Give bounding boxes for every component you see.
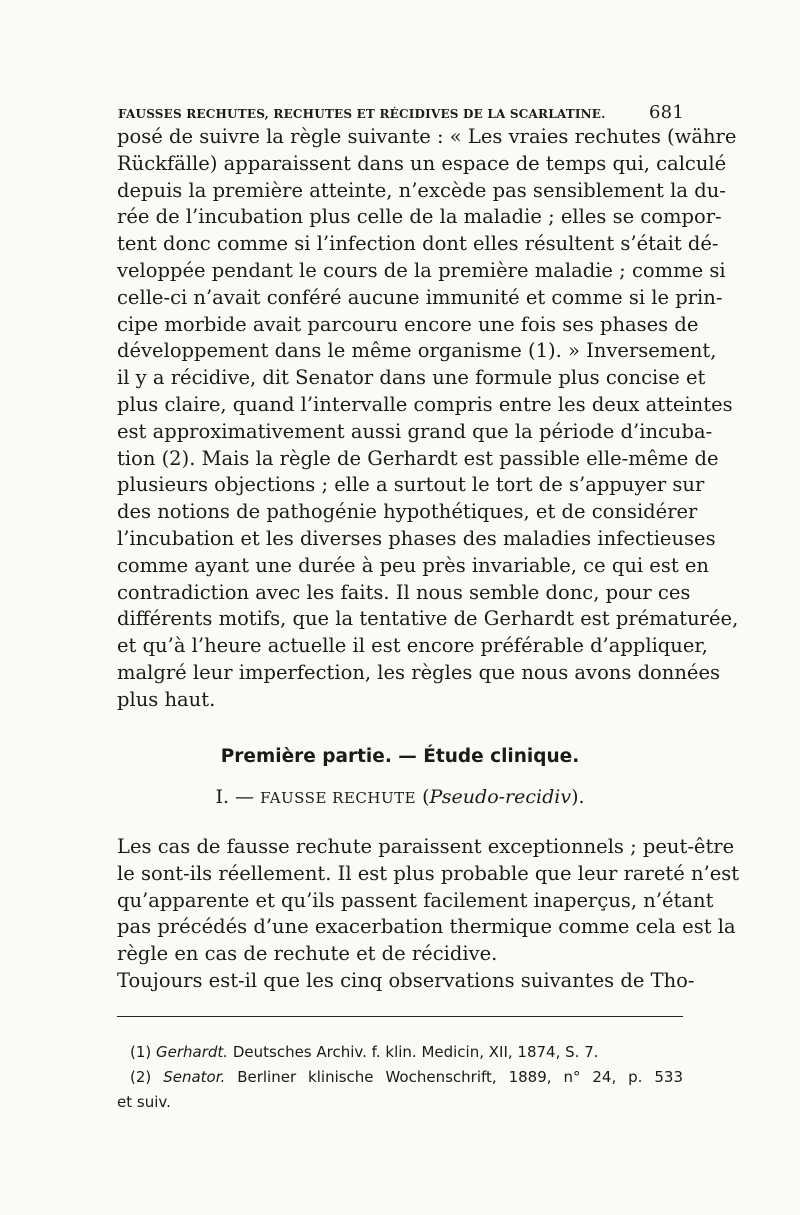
running-head — [118, 102, 684, 123]
paren-open: ( — [416, 786, 430, 808]
text-line: tion (2). Mais la règle de Gerhardt est passible elle-même de — [117, 446, 719, 470]
running-title: FAUSSES RECHUTES, RECHUTES ET RÉCIDIVES DE LA SCARLATINE. — [118, 107, 606, 121]
text-line: Toujours est-il que les cinq observations suivantes de Tho- — [117, 968, 695, 992]
footnote-number: (2) — [130, 1068, 164, 1086]
footnote-text: Berliner klinische Wochenschrift, 1889, n° 24, p. 533 — [225, 1068, 684, 1086]
text-line: celle-ci n’avait conféré aucune immunité et comme si le prin- — [117, 285, 723, 309]
subsection-title — [117, 784, 683, 811]
text-line: tent donc comme si l’infection dont elles résultent s’était dé- — [117, 232, 719, 256]
text-line: développement dans le même organisme (1). » Inversement, — [117, 339, 717, 363]
paragraph-1 — [117, 124, 739, 714]
text-line: il y a récidive, dit Senator dans une formule plus concise et — [117, 366, 706, 390]
footnote-2-continuation: et suiv. — [117, 1093, 171, 1111]
text-line: des notions de pathogénie hypothétiques, et de considérer — [117, 500, 698, 524]
footnotes — [117, 1040, 683, 1115]
text-line: qu’apparente et qu’ils passent facilement inaperçus, n’étant — [117, 888, 714, 912]
text-line: rée de l’incubation plus celle de la maladie ; elles se compor- — [117, 205, 722, 229]
text-line: est approximativement aussi grand que la période d’incuba- — [117, 419, 713, 443]
text-line: règle en cas de rechute et de récidive. — [117, 942, 498, 966]
footnote-1 — [117, 1040, 683, 1065]
paragraph-2 — [117, 834, 740, 995]
text-line: et qu’à l’heure actuelle il est encore préférable d’appliquer, — [117, 634, 708, 658]
footnote-author: Senator. — [163, 1068, 226, 1086]
text-line: le sont-ils réellement. Il est plus probable que leur rareté n’est — [117, 861, 740, 885]
subsection-latin: Pseudo-recidiv — [429, 786, 572, 808]
page-number: 681 — [649, 102, 684, 123]
text-line: Les cas de fausse rechute paraissent exceptionnels ; peut-être — [117, 835, 735, 858]
footnote-2 — [117, 1065, 683, 1090]
text-line: pas précédés d’une exacerbation thermique comme cela est la — [117, 915, 736, 939]
section-title: Première partie. — Étude clinique. — [220, 746, 580, 767]
footnote-author: Gerhardt. — [156, 1043, 229, 1061]
text-line: plus haut. — [117, 687, 216, 711]
text-line: plus claire, quand l’intervalle compris entre les deux atteintes — [117, 392, 733, 416]
text-line: comme ayant une durée à peu près invariable, ce qui est en — [117, 553, 709, 577]
subsection-name: FAUSSE RECHUTE — [260, 789, 417, 807]
text-line: Rückfälle) apparaissent dans un espace de temps qui, calculé — [117, 151, 727, 175]
footnote-text: Deutsches Archiv. f. klin. Medicin, XII, 1874, S. 7. — [228, 1043, 599, 1061]
text-line: malgré leur imperfection, les règles que nous avons données — [117, 660, 720, 684]
text-line: différents motifs, que la tentative de Gerhardt est prématurée, — [117, 607, 739, 631]
text-line: plusieurs objections ; elle a surtout le tort de s’appuyer sur — [117, 473, 705, 497]
text-line: veloppée pendant le cours de la première maladie ; comme si — [117, 258, 726, 282]
text-line: contradiction avec les faits. Il nous semble donc, pour ces — [117, 580, 691, 604]
footnote-number: (1) — [130, 1043, 157, 1061]
text-line: l’incubation et les diverses phases des maladies infectieuses — [117, 526, 716, 550]
subsection-prefix: I. — — [215, 786, 261, 808]
footnote-rule — [117, 1016, 683, 1017]
text-line: posé de suivre la règle suivante : « Les vraies rechutes (währe — [117, 125, 737, 148]
text-line: cipe morbide avait parcouru encore une fois ses phases de — [117, 312, 699, 336]
paren-close: ). — [571, 786, 585, 808]
text-line: depuis la première atteinte, n’excède pas sensiblement la du- — [117, 178, 726, 202]
